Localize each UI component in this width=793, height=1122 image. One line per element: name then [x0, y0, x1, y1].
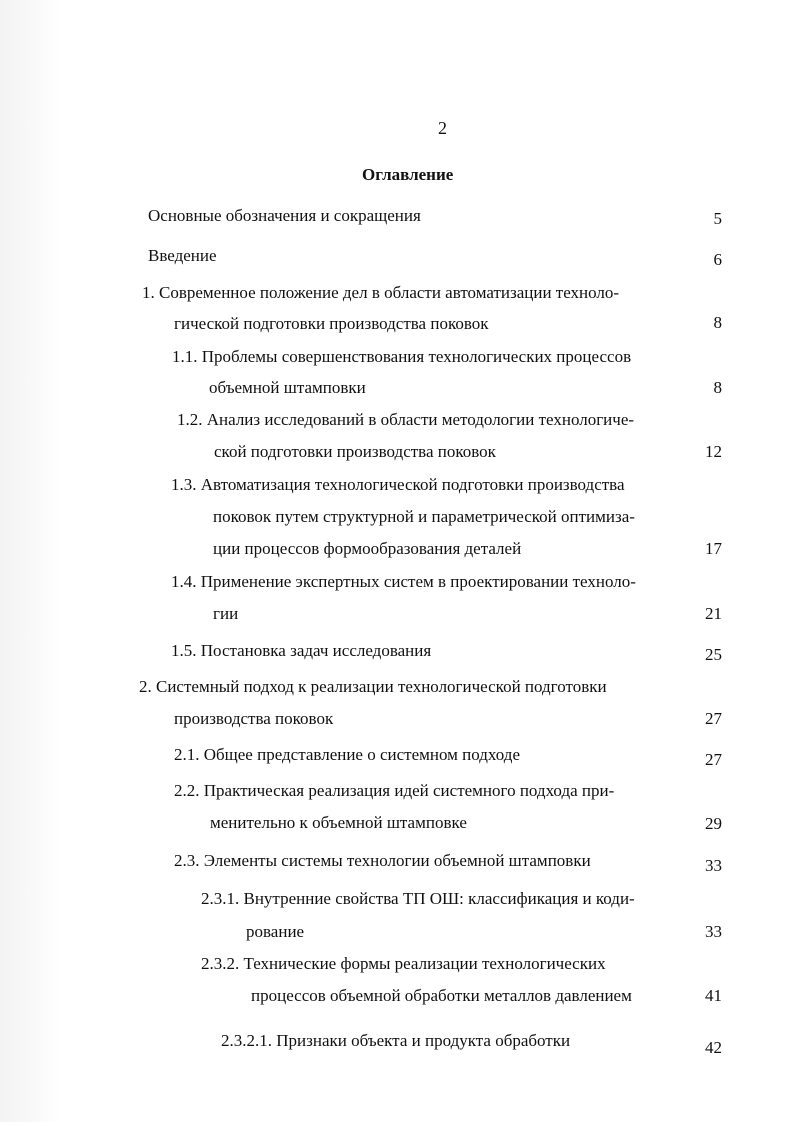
toc-entry-8-line-1: производства поковок: [174, 709, 334, 728]
toc-entry-4-line-1: ской подготовки производства поковок: [214, 442, 496, 461]
toc-entry-8-line-0: 2. Системный подход к реализации технологической подготовки: [139, 677, 607, 696]
toc-entry-6-line-0: 1.4. Применение экспертных систем в проектировании техноло-: [171, 572, 636, 591]
toc-entry-1-line-0: Введение: [148, 246, 217, 265]
toc-entry-4-page: 12: [705, 442, 722, 461]
toc-entry-4-line-0: 1.2. Анализ исследований в области методологии технологиче-: [177, 410, 635, 429]
toc-entry-9-page: 27: [705, 750, 722, 769]
toc-entry-7-line-0: 1.5. Постановка задач исследования: [171, 641, 432, 660]
toc-entry-14-page: 42: [705, 1038, 722, 1057]
toc-entry-7-page: 25: [705, 645, 722, 664]
toc-entry-13-line-0: 2.3.2. Технические формы реализации технологических: [201, 954, 606, 973]
toc-entry-6-page: 21: [705, 604, 722, 623]
toc-entry-13-page: 41: [705, 986, 722, 1005]
toc-entry-3-page: 8: [713, 378, 722, 397]
toc-entry-5-line-0: 1.3. Автоматизация технологической подготовки производства: [171, 475, 625, 494]
toc-entry-8-page: 27: [705, 709, 722, 728]
toc-entry-2-page: 8: [713, 313, 722, 332]
toc-entry-6-line-1: гии: [213, 604, 239, 623]
toc-entry-11-page: 33: [705, 856, 722, 875]
toc-entry-11-line-0: 2.3. Элементы системы технологии объемной штамповки: [174, 851, 591, 870]
scan-edge-shadow: [0, 0, 62, 1122]
toc-entry-2-line-1: гической подготовки производства поковок: [174, 314, 489, 333]
toc-entry-14-line-0: 2.3.2.1. Признаки объекта и продукта обработки: [221, 1031, 571, 1050]
toc-entry-1-page: 6: [713, 250, 722, 269]
toc-entry-3-line-1: объемной штамповки: [209, 378, 366, 397]
toc-entry-0-page: 5: [713, 209, 722, 228]
toc-entry-13-line-1: процессов объемной обработки металлов давлением: [251, 986, 632, 1005]
toc-entry-3-line-0: 1.1. Проблемы совершенствования технологических процессов: [172, 347, 632, 366]
toc-entry-10-page: 29: [705, 814, 722, 833]
toc-entry-12-page: 33: [705, 922, 722, 941]
toc-entry-0-line-0: Основные обозначения и сокращения: [148, 206, 421, 225]
toc-entry-10-line-1: менительно к объемной штамповке: [210, 813, 467, 832]
toc-title: Оглавление: [362, 165, 454, 184]
toc-entry-5-line-2: ции процессов формообразования деталей: [213, 539, 522, 558]
page-number: 2: [438, 118, 447, 138]
toc-entry-5-line-1: поковок путем структурной и параметрической оптимиза-: [213, 507, 635, 526]
toc-entry-2-line-0: 1. Современное положение дел в области автоматизации техноло-: [142, 283, 620, 302]
toc-entry-9-line-0: 2.1. Общее представление о системном подходе: [174, 745, 520, 764]
toc-entry-10-line-0: 2.2. Практическая реализация идей системного подхода при-: [174, 781, 615, 800]
toc-entry-5-page: 17: [705, 539, 722, 558]
toc-entry-12-line-0: 2.3.1. Внутренние свойства ТП ОШ: классификация и коди-: [201, 889, 635, 908]
toc-entry-12-line-1: рование: [246, 922, 305, 941]
